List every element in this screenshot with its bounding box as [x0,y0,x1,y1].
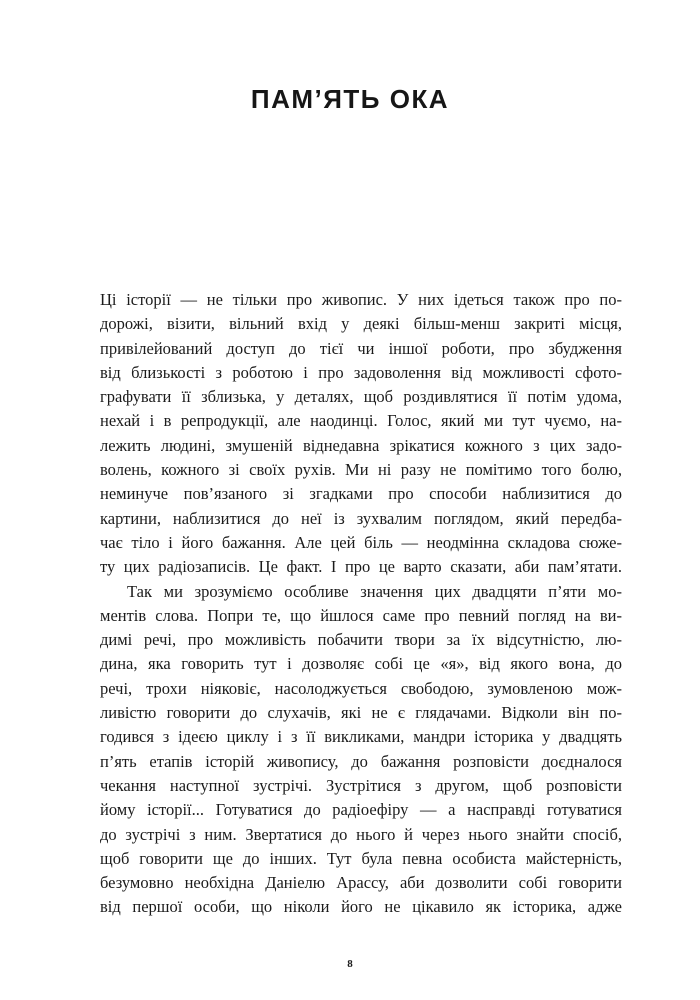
text-line: картини, наблизитися до неї із зухвалим поглядом, який передба- [100,508,622,528]
text-line: чає тіло і його бажання. Але цей біль — неодмінна складова сюже- [100,532,622,552]
text-line: безумовно необхідна Даніелю Арассу, аби дозволити собі говорити [100,873,622,893]
text-line: ливістю говорити до слухачів, які не є глядачами. Відколи він по- [100,703,622,723]
body-text [100,288,622,920]
text-line: годився з ідеєю циклу і з її викликами, мандри історика у двадцять [100,727,622,747]
text-line: Ці історії — не тільки про живопис. У них ідеться також про по- [100,290,622,309]
text-line: від першої особи, що ніколи його не цікавило як історика, адже [100,897,622,917]
text-line: неминуче пов’язаного зі згадками про способи наблизитися до [100,484,622,504]
page-number: 8 [347,958,353,970]
text-line: графувати її зблизька, у деталях, щоб роздивлятися її потім удома, [100,387,622,407]
text-line: ту цих радіозаписів. Це факт. І про це варто сказати, аби пам’ятати. [100,557,622,577]
text-line: ментів слова. Попри те, що йшлося саме про певний погляд на ви- [100,605,622,625]
text-line: димі речі, про можливість побачити твори за їх відсутністю, лю- [100,630,622,650]
text-line: йому історії... Готуватися до радіоефіру — а насправді готуватися [100,800,622,820]
text-line: нехай і в репродукції, але наодинці. Голос, який ми тут чуємо, на- [100,411,622,431]
text-line: Так ми зрозуміємо особливе значення цих двадцяти п’яти мо- [127,581,622,601]
text-line: дина, яка говорить тут і дозволяє собі це «я», від якого вона, до [100,654,622,674]
text-line: волень, кожного зі своїх рухів. Ми ні разу не помітимо того болю, [100,460,622,480]
text-line: речі, трохи ніяковіє, насолоджується свободою, зумовленою мож- [100,678,622,698]
text-line: дорожі, візити, вільний вхід у деякі більш-менш закриті місця, [100,314,622,334]
paragraph [100,580,622,920]
paragraph [100,288,622,580]
text-line: до зустрічі з ним. Звертатися до нього й через нього знайти спосіб, [100,824,622,844]
text-line: щоб говорити ще до інших. Тут була певна особиста майстерність, [100,848,622,868]
text-line: привілейований доступ до тієї чи іншої роботи, про збудження [100,338,622,358]
text-line: лежить людині, змушеній віднедавна зрікатися кожного з цих задо- [100,435,622,455]
text-line: від близькості з роботою і про задоволення від можливості сфото- [100,362,622,382]
text-line: п’ять етапів історій живопису, до бажання розповісти доєдналося [100,751,622,771]
text-line: чекання наступної зустрічі. Зустрітися з другом, щоб розповісти [100,775,622,795]
chapter-title: ПАМ’ЯТЬ ОКА [250,84,450,114]
